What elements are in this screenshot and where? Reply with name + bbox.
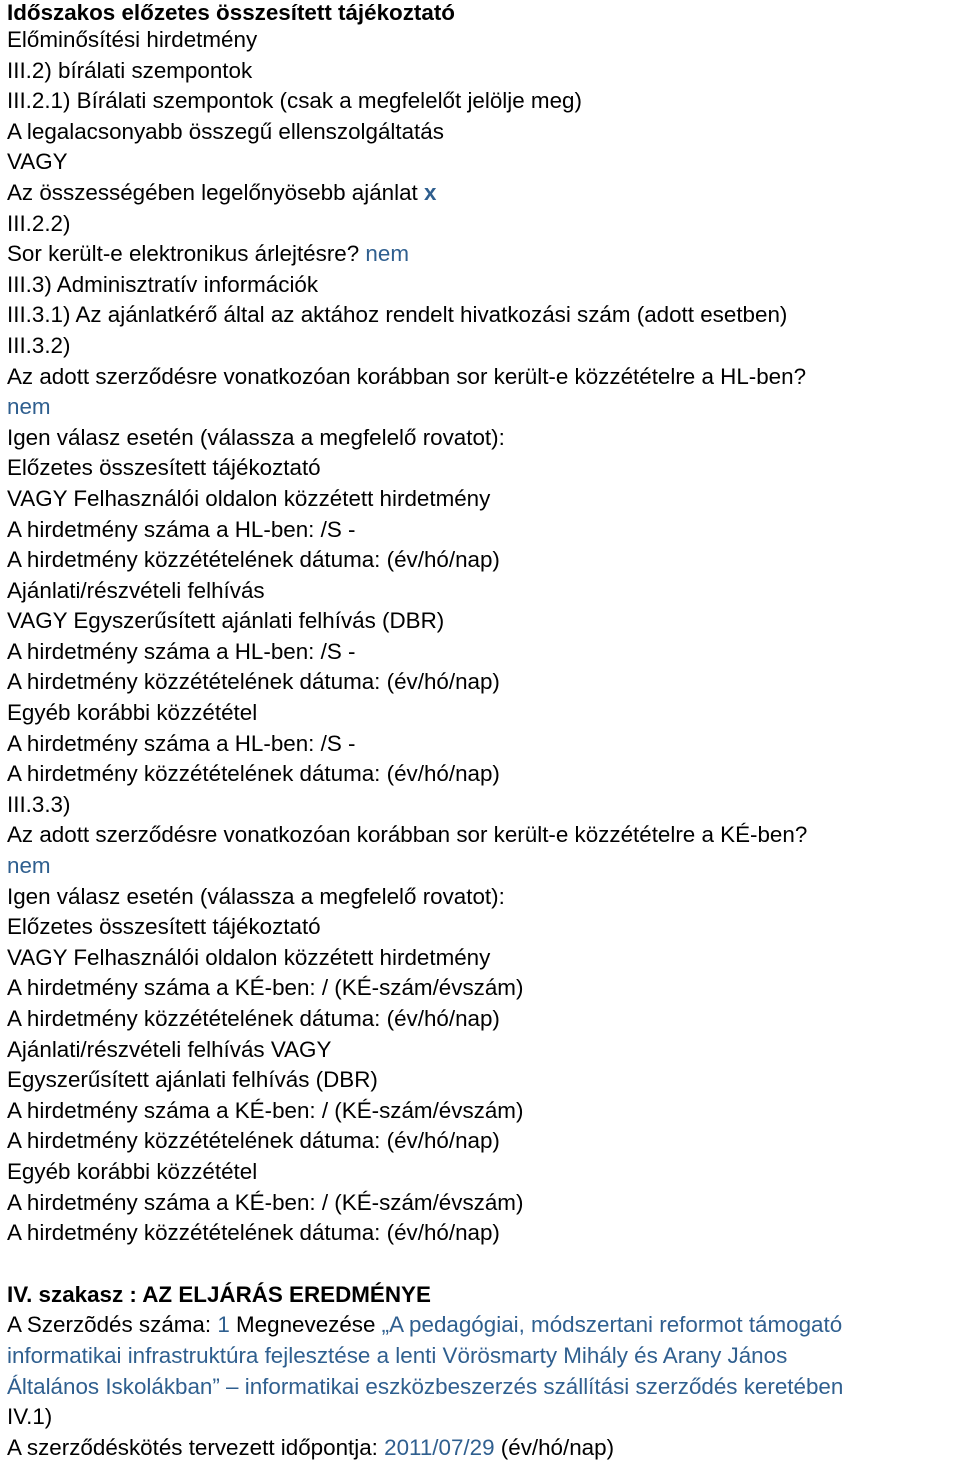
selected-mark: x bbox=[424, 179, 437, 205]
contract-name-part: informatikai infrastruktúra fejlesztése a lenti Vörösmarty Mihály és Arany János bbox=[7, 1342, 788, 1368]
section-heading: IV.1) bbox=[7, 1404, 53, 1430]
criterion-option bbox=[7, 178, 953, 209]
option-text: Egyszerűsített ajánlati felhívás (DBR) bbox=[7, 1067, 378, 1093]
spacer bbox=[7, 1249, 953, 1280]
question: Az adott szerződésre vonatkozóan korábban sor került-e közzétételre a HL-ben? bbox=[7, 363, 807, 389]
option-text: VAGY Felhasználói oldalon közzétett hirdetmény bbox=[7, 944, 491, 970]
section-4-heading: IV. szakasz : AZ ELJÁRÁS EREDMÉNYE bbox=[7, 1281, 431, 1307]
answer-value: nem bbox=[7, 394, 51, 420]
contract-number: 1 bbox=[217, 1312, 230, 1338]
contract-name-part: Általános Iskolákban” – informatikai eszközbeszerzés szállítási szerződés keretében bbox=[7, 1373, 844, 1399]
contract-line bbox=[7, 1310, 953, 1341]
criterion-label: Az összességében legelőnyösebb ajánlat bbox=[7, 179, 418, 205]
section-heading: III.3.2) bbox=[7, 332, 71, 358]
option-text: Előzetes összesített tájékoztató bbox=[7, 455, 321, 481]
question-label: Sor került-e elektronikus árlejtésre? bbox=[7, 241, 360, 267]
field-text: A hirdetmény közzétételének dátuma: (év/hó/nap) bbox=[7, 547, 500, 573]
option-text: Egyéb korábbi közzététel bbox=[7, 700, 258, 726]
answer-value: nem bbox=[7, 853, 51, 879]
field-text: A hirdetmény száma a KÉ-ben: / (KÉ-szám/évszám) bbox=[7, 1189, 524, 1215]
field-text: A hirdetmény száma a HL-ben: /S - bbox=[7, 516, 356, 542]
field-text: A hirdetmény száma a HL-ben: /S - bbox=[7, 730, 356, 756]
contract-date-value: 2011/07/29 bbox=[384, 1434, 495, 1460]
section-heading: III.2) bírálati szempontok bbox=[7, 57, 253, 83]
field-text: A hirdetmény közzétételének dátuma: (év/hó/nap) bbox=[7, 669, 500, 695]
instruction: Igen válasz esetén (válassza a megfelelő rovatot): bbox=[7, 424, 505, 450]
document-title: Időszakos előzetes összesített tájékoztató bbox=[7, 0, 455, 25]
option-text: Ajánlati/részvételi felhívás bbox=[7, 577, 265, 603]
question bbox=[7, 239, 953, 270]
option-text: Egyéb korábbi közzététel bbox=[7, 1158, 258, 1184]
option-text: VAGY Felhasználói oldalon közzétett hirdetmény bbox=[7, 485, 491, 511]
field-text: A hirdetmény száma a KÉ-ben: / (KÉ-szám/évszám) bbox=[7, 1097, 524, 1123]
field-text: A hirdetmény száma a HL-ben: /S - bbox=[7, 638, 356, 664]
field-text: A hirdetmény közzétételének dátuma: (év/hó/nap) bbox=[7, 1128, 500, 1154]
contract-date-line bbox=[7, 1433, 953, 1463]
section-heading: III.3) Adminisztratív információk bbox=[7, 271, 319, 297]
or-separator: VAGY bbox=[7, 149, 68, 175]
answer-value: nem bbox=[365, 241, 409, 267]
field-text: A hirdetmény közzétételének dátuma: (év/hó/nap) bbox=[7, 1006, 500, 1031]
contract-name-part: „A pedagógiai, módszertani reformot támogató bbox=[381, 1312, 843, 1338]
contract-name-label: Megnevezése bbox=[236, 1312, 376, 1338]
section-heading: III.2.1) Bírálati szempontok (csak a megfelelőt jelölje meg) bbox=[7, 88, 582, 114]
section-heading: III.2.2) bbox=[7, 210, 71, 236]
question: Az adott szerződésre vonatkozóan korábban sor került-e közzétételre a KÉ-ben? bbox=[7, 822, 808, 848]
contract-date-label: A szerződéskötés tervezett időpontja: bbox=[7, 1434, 378, 1460]
field-text: A hirdetmény száma a KÉ-ben: / (KÉ-szám/évszám) bbox=[7, 975, 524, 1001]
section-heading: III.3.3) bbox=[7, 791, 71, 817]
instruction: Igen válasz esetén (válassza a megfelelő rovatot): bbox=[7, 883, 505, 909]
option-text: Ajánlati/részvételi felhívás VAGY bbox=[7, 1036, 332, 1062]
field-text: A hirdetmény közzétételének dátuma: (év/hó/nap) bbox=[7, 761, 500, 787]
contract-date-format: (év/hó/nap) bbox=[500, 1434, 615, 1460]
contract-number-label: A Szerzõdés száma: bbox=[7, 1312, 212, 1338]
option-text: VAGY Egyszerűsített ajánlati felhívás (DBR) bbox=[7, 608, 445, 634]
notice-type: Előminősítési hirdetmény bbox=[7, 27, 258, 52]
criterion-option: A legalacsonyabb összegű ellenszolgáltatás bbox=[7, 118, 444, 144]
field-text: A hirdetmény közzétételének dátuma: (év/hó/nap) bbox=[7, 1220, 500, 1246]
option-text: Előzetes összesített tájékoztató bbox=[7, 914, 321, 940]
section-heading: III.3.1) Az ajánlatkérő által az aktához rendelt hivatkozási szám (adott esetben) bbox=[7, 302, 788, 328]
